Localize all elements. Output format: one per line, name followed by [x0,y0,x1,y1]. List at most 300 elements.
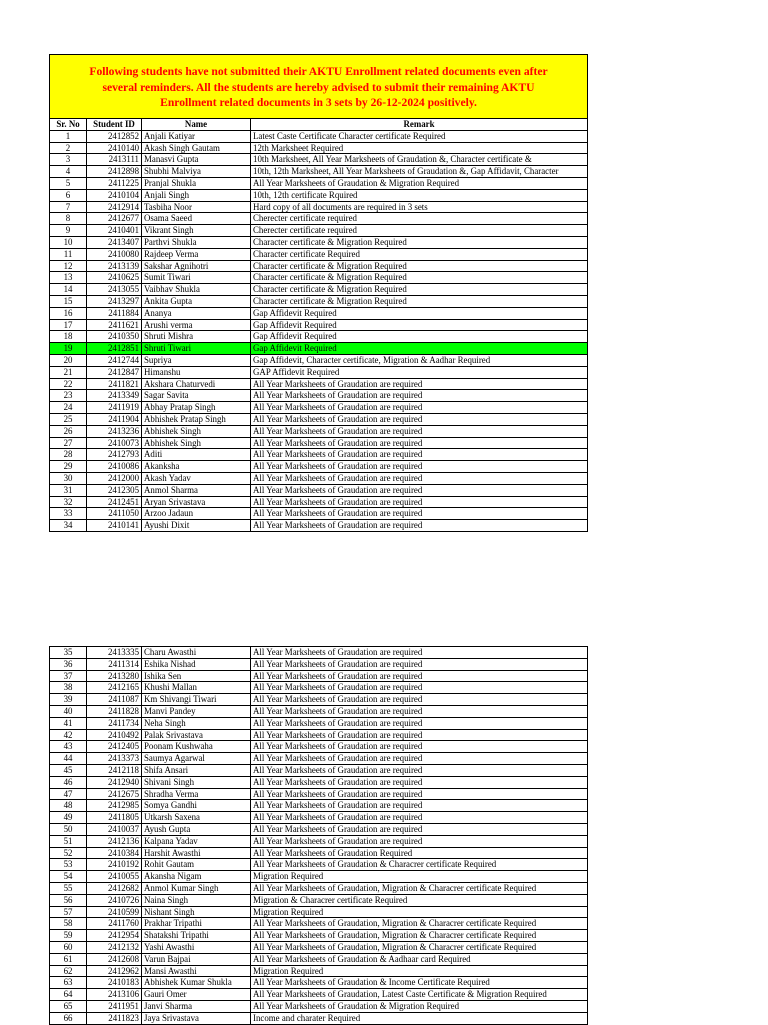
sr-no-cell: 25 [50,413,87,425]
name-cell: Vaibhav Shukla [142,284,251,296]
student-id-cell: 2413280 [87,670,142,682]
name-cell: Ankita Gupta [142,295,251,307]
sr-no-cell: 17 [50,319,87,331]
name-cell: Prakhar Tripathi [142,918,251,930]
name-cell: Pranjal Shukla [142,177,251,189]
name-cell: Abhishek Singh [142,437,251,449]
student-id-cell: 2411760 [87,918,142,930]
name-cell: Aryan Srivastava [142,496,251,508]
sr-no-cell: 34 [50,520,87,532]
table-row [50,520,588,532]
student-id-cell: 2411087 [87,694,142,706]
remark-cell: All Year Marksheets of Graudation are required [251,425,588,437]
name-cell: Neha Singh [142,717,251,729]
remark-cell: All Year Marksheets of Graudation are required [251,764,588,776]
table-row [50,366,588,378]
sr-no-cell: 26 [50,425,87,437]
sr-no-cell: 32 [50,496,87,508]
student-id-cell: 2411823 [87,1012,142,1024]
table-row [50,142,588,154]
table-row [50,930,588,942]
table-row [50,1012,588,1024]
remark-cell: All Year Marksheets of Graudation are required [251,449,588,461]
sr-no-cell: 63 [50,977,87,989]
sr-no-cell: 20 [50,354,87,366]
student-id-cell: 2413106 [87,989,142,1001]
sr-no-cell: 30 [50,472,87,484]
remark-cell: All Year Marksheets of Graudation are required [251,682,588,694]
table-row [50,705,588,717]
sr-no-cell: 40 [50,705,87,717]
sr-no-cell: 7 [50,201,87,213]
table-header-row [50,119,588,131]
sr-no-cell: 56 [50,894,87,906]
student-id-cell: 2413139 [87,260,142,272]
remark-cell: Gap Affidevit Required [251,319,588,331]
sr-no-cell: 64 [50,989,87,1001]
name-cell: Poonam Kushwaha [142,741,251,753]
table-row [50,941,588,953]
table-row [50,425,588,437]
remark-cell: All Year Marksheets of Graudation, Migration & Characrer certificate Required [251,930,588,942]
sr-no-cell: 4 [50,166,87,178]
table-row [50,508,588,520]
sr-no-cell: 15 [50,295,87,307]
name-cell: Akanksha [142,461,251,473]
name-cell: Parthvi Shukla [142,236,251,248]
sr-no-cell: 28 [50,449,87,461]
name-cell: Palak Srivastava [142,729,251,741]
table-row [50,717,588,729]
student-id-cell: 2410080 [87,248,142,260]
sr-no-cell: 6 [50,189,87,201]
name-cell: Ananya [142,307,251,319]
remark-cell: All Year Marksheets of Graudation are required [251,461,588,473]
remark-cell: All Year Marksheets of Graudation, Migration & Characrer certificate Required [251,882,588,894]
remark-cell: All Year Marksheets of Graudation & Characrer certificate Required [251,859,588,871]
student-id-cell: 2410141 [87,520,142,532]
name-cell: Osama Saeed [142,213,251,225]
remark-cell: All Year Marksheets of Graudation are required [251,496,588,508]
sr-no-cell: 12 [50,260,87,272]
name-cell: Akshara Chaturvedi [142,378,251,390]
name-cell: Shruti Mishra [142,331,251,343]
name-cell: Arushi verma [142,319,251,331]
student-id-cell: 2413407 [87,236,142,248]
name-cell: Abhishek Pratap Singh [142,413,251,425]
remark-cell: All Year Marksheets of Graudation are required [251,812,588,824]
student-id-cell: 2412165 [87,682,142,694]
student-id-cell: 2413111 [87,154,142,166]
table-row [50,449,588,461]
table-row [50,670,588,682]
remark-cell: All Year Marksheets of Graudation are required [251,729,588,741]
table-row [50,472,588,484]
sr-no-cell: 10 [50,236,87,248]
table-row [50,378,588,390]
student-id-cell: 2410401 [87,225,142,237]
student-id-cell: 2411884 [87,307,142,319]
remark-cell: Character certificate Required [251,248,588,260]
name-cell: Janvi Sharma [142,1000,251,1012]
sr-no-cell: 2 [50,142,87,154]
table-row [50,741,588,753]
sr-no-cell: 66 [50,1012,87,1024]
sr-no-cell: 21 [50,366,87,378]
student-id-cell: 2411828 [87,705,142,717]
student-id-cell: 2413335 [87,647,142,659]
sr-no-cell: 42 [50,729,87,741]
students-table-2 [49,646,588,1025]
remark-cell: All Year Marksheets of Graudation are required [251,378,588,390]
sr-no-cell: 38 [50,682,87,694]
table-row [50,437,588,449]
table-row [50,461,588,473]
table-row [50,835,588,847]
sr-no-cell: 48 [50,800,87,812]
name-cell: Sumit Tiwari [142,272,251,284]
remark-cell: All Year Marksheets of Graudation are required [251,413,588,425]
sr-no-cell: 50 [50,823,87,835]
student-id-cell: 2412132 [87,941,142,953]
remark-cell: Character certificate & Migration Required [251,236,588,248]
student-id-cell: 2410183 [87,977,142,989]
name-cell: Vikrant Singh [142,225,251,237]
sr-no-cell: 9 [50,225,87,237]
table-row [50,413,588,425]
sr-no-cell: 46 [50,776,87,788]
student-id-cell: 2412940 [87,776,142,788]
table-row [50,496,588,508]
sr-no-cell: 58 [50,918,87,930]
table-row [50,331,588,343]
remark-cell: Migration Required [251,871,588,883]
remark-cell: All Year Marksheets of Graudation, Migration & Characrer certificate Required [251,918,588,930]
student-id-cell: 2410192 [87,859,142,871]
sr-no-cell: 27 [50,437,87,449]
sr-no-cell: 8 [50,213,87,225]
table-row [50,225,588,237]
name-cell: Rohit Gautam [142,859,251,871]
table-row [50,402,588,414]
student-id-cell: 2412898 [87,166,142,178]
student-id-cell: 2412118 [87,764,142,776]
remark-cell: All Year Marksheets of Graudation are required [251,705,588,717]
sr-no-cell: 19 [50,343,87,355]
sr-no-cell: 18 [50,331,87,343]
student-id-cell: 2412793 [87,449,142,461]
remark-cell: All Year Marksheets of Graudation are required [251,402,588,414]
sr-no-cell: 29 [50,461,87,473]
name-cell: Rajdeep Verma [142,248,251,260]
remark-cell: 10th, 12th Marksheet, All Year Marksheets of Graudation &, Gap Affidavit, Character [251,166,588,178]
sr-no-cell: 13 [50,272,87,284]
notice-banner [49,54,588,118]
header-name: Name [142,119,251,131]
table-row [50,871,588,883]
name-cell: Saumya Agarwal [142,753,251,765]
name-cell: Aditi [142,449,251,461]
table-row [50,1000,588,1012]
remark-cell: Hard copy of all documents are required in 3 sets [251,201,588,213]
remark-cell: All Year Marksheets of Graudation, Latest Caste Certificate & Migration Required [251,989,588,1001]
table-row [50,343,588,355]
student-id-cell: 2412744 [87,354,142,366]
remark-cell: Gap Affidevit, Character certificate, Migration & Aadhar Required [251,354,588,366]
table-row [50,390,588,402]
remark-cell: All Year Marksheets of Graudation & Aadhaar card Required [251,953,588,965]
student-id-cell: 2412847 [87,366,142,378]
remark-cell: All Year Marksheets of Graudation are required [251,520,588,532]
name-cell: Harshit Awasthi [142,847,251,859]
student-id-cell: 2412914 [87,201,142,213]
remark-cell: Cherecter certificate required [251,225,588,237]
sr-no-cell: 33 [50,508,87,520]
student-id-cell: 2412677 [87,213,142,225]
student-id-cell: 2412675 [87,788,142,800]
student-id-cell: 2410104 [87,189,142,201]
table-row [50,166,588,178]
name-cell: Varun Bajpai [142,953,251,965]
name-cell: Manasvi Gupta [142,154,251,166]
sr-no-cell: 51 [50,835,87,847]
name-cell: Shubhi Malviya [142,166,251,178]
name-cell: Ayushi Dixit [142,520,251,532]
table-row [50,989,588,1001]
student-id-cell: 2410599 [87,906,142,918]
table-row [50,189,588,201]
sr-no-cell: 22 [50,378,87,390]
name-cell: Manvi Pandey [142,705,251,717]
name-cell: Shivani Singh [142,776,251,788]
sr-no-cell: 41 [50,717,87,729]
table-row [50,764,588,776]
remark-cell: Character certificate & Migration Required [251,284,588,296]
sr-no-cell: 57 [50,906,87,918]
remark-cell: Gap Affidevit Required [251,343,588,355]
remark-cell: All Year Marksheets of Graudation are required [251,788,588,800]
table-row [50,823,588,835]
sr-no-cell: 37 [50,670,87,682]
remark-cell: Character certificate & Migration Required [251,295,588,307]
remark-cell: Migration Required [251,965,588,977]
sr-no-cell: 5 [50,177,87,189]
sr-no-cell: 1 [50,130,87,142]
sr-no-cell: 59 [50,930,87,942]
student-id-cell: 2411904 [87,413,142,425]
sr-no-cell: 61 [50,953,87,965]
table-row [50,753,588,765]
student-id-cell: 2411821 [87,378,142,390]
student-id-cell: 2411621 [87,319,142,331]
name-cell: Anmol Kumar Singh [142,882,251,894]
name-cell: Sagar Savita [142,390,251,402]
table-row [50,882,588,894]
name-cell: Abhishek Kumar Shukla [142,977,251,989]
name-cell: Akansha Nigam [142,871,251,883]
table-row [50,154,588,166]
table-row [50,130,588,142]
table-row [50,776,588,788]
student-id-cell: 2412608 [87,953,142,965]
sr-no-cell: 44 [50,753,87,765]
student-id-cell: 2410625 [87,272,142,284]
student-id-cell: 2412962 [87,965,142,977]
student-id-cell: 2410037 [87,823,142,835]
student-id-cell: 2413297 [87,295,142,307]
remark-cell: 10th, 12th certificate Rquired [251,189,588,201]
remark-cell: Gap Affidevit Required [251,307,588,319]
table-row [50,236,588,248]
student-id-cell: 2412985 [87,800,142,812]
table-row [50,647,588,659]
name-cell: Akash Singh Gautam [142,142,251,154]
table-row [50,965,588,977]
notice-line-2: several reminders. All the students are hereby advised to submit their remaining AKTU [102,80,535,94]
table-row [50,248,588,260]
name-cell: Ishika Sen [142,670,251,682]
table-row [50,319,588,331]
table-row [50,800,588,812]
table-row [50,213,588,225]
student-id-cell: 2412682 [87,882,142,894]
name-cell: Akash Yadav [142,472,251,484]
sr-no-cell: 45 [50,764,87,776]
student-id-cell: 2412305 [87,484,142,496]
sr-no-cell: 65 [50,1000,87,1012]
student-id-cell: 2412000 [87,472,142,484]
table-row [50,977,588,989]
sr-no-cell: 54 [50,871,87,883]
name-cell: Khushi Mallan [142,682,251,694]
name-cell: Abhay Pratap Singh [142,402,251,414]
table-row [50,307,588,319]
student-id-cell: 2411805 [87,812,142,824]
remark-cell: All Year Marksheets of Graudation & Migration Required [251,1000,588,1012]
name-cell: Shatakshi Tripathi [142,930,251,942]
name-cell: Shradha Verma [142,788,251,800]
remark-cell: Gap Affidevit Required [251,331,588,343]
student-id-cell: 2410140 [87,142,142,154]
name-cell: Somya Gandhi [142,800,251,812]
student-id-cell: 2411951 [87,1000,142,1012]
notice-line-1: Following students have not submitted their AKTU Enrollment related documents even after [89,65,548,78]
name-cell: Mansi Awasthi [142,965,251,977]
name-cell: Eshika Nishad [142,658,251,670]
table-row [50,847,588,859]
student-id-cell: 2410384 [87,847,142,859]
student-id-cell: 2411919 [87,402,142,414]
name-cell: Himanshu [142,366,251,378]
table-row [50,295,588,307]
name-cell: Tasbiha Noor [142,201,251,213]
remark-cell: All Year Marksheets of Graudation are required [251,823,588,835]
sr-no-cell: 47 [50,788,87,800]
header-student-id: Student ID [87,119,142,131]
table-row [50,354,588,366]
name-cell: Yashi Awasthi [142,941,251,953]
remark-cell: All Year Marksheets of Graudation are required [251,670,588,682]
name-cell: Sakshar Agnihotri [142,260,251,272]
student-id-cell: 2410726 [87,894,142,906]
name-cell: Shifa Ansari [142,764,251,776]
name-cell: Shruti Tiwari [142,343,251,355]
sr-no-cell: 55 [50,882,87,894]
name-cell: Kalpana Yadav [142,835,251,847]
remark-cell: All Year Marksheets of Graudation are required [251,472,588,484]
table-row [50,918,588,930]
student-id-cell: 2410086 [87,461,142,473]
sr-no-cell: 23 [50,390,87,402]
table-row [50,260,588,272]
sr-no-cell: 3 [50,154,87,166]
sr-no-cell: 31 [50,484,87,496]
sr-no-cell: 39 [50,694,87,706]
student-id-cell: 2413373 [87,753,142,765]
table-row [50,788,588,800]
sr-no-cell: 43 [50,741,87,753]
student-id-cell: 2412852 [87,130,142,142]
remark-cell: All Year Marksheets of Graudation Required [251,847,588,859]
student-id-cell: 2410073 [87,437,142,449]
remark-cell: All Year Marksheets of Graudation are required [251,647,588,659]
student-id-cell: 2412851 [87,343,142,355]
sr-no-cell: 52 [50,847,87,859]
table-row [50,284,588,296]
remark-cell: Character certificate & Migration Required [251,272,588,284]
remark-cell: Migration Required [251,906,588,918]
student-id-cell: 2410492 [87,729,142,741]
student-id-cell: 2411225 [87,177,142,189]
table-row [50,272,588,284]
student-id-cell: 2413055 [87,284,142,296]
table-row [50,694,588,706]
sr-no-cell: 16 [50,307,87,319]
name-cell: Supriya [142,354,251,366]
table-row [50,682,588,694]
name-cell: Charu Awasthi [142,647,251,659]
table-row [50,729,588,741]
remark-cell: All Year Marksheets of Graudation are required [251,694,588,706]
sr-no-cell: 14 [50,284,87,296]
table-row [50,201,588,213]
sr-no-cell: 11 [50,248,87,260]
remark-cell: All Year Marksheets of Graudation are required [251,390,588,402]
remark-cell: Latest Caste Certificate Character certificate Required [251,130,588,142]
table-row [50,953,588,965]
remark-cell: 10th Marksheet, All Year Marksheets of Graudation &, Character certificate & [251,154,588,166]
table-row [50,177,588,189]
student-id-cell: 2410350 [87,331,142,343]
name-cell: Ayush Gupta [142,823,251,835]
name-cell: Km Shivangi Tiwari [142,694,251,706]
sr-no-cell: 53 [50,859,87,871]
sr-no-cell: 35 [50,647,87,659]
sr-no-cell: 36 [50,658,87,670]
remark-cell: All Year Marksheets of Graudation are required [251,800,588,812]
sr-no-cell: 60 [50,941,87,953]
student-id-cell: 2413349 [87,390,142,402]
sr-no-cell: 24 [50,402,87,414]
name-cell: Gauri Omer [142,989,251,1001]
header-remark: Remark [251,119,588,131]
notice-line-3: Enrollment related documents in 3 sets by 26-12-2024 positively. [160,96,477,109]
remark-cell: All Year Marksheets of Graudation are required [251,437,588,449]
students-table-1 [49,118,588,532]
table-row [50,484,588,496]
remark-cell: GAP Affidevit Required [251,366,588,378]
table-row [50,812,588,824]
